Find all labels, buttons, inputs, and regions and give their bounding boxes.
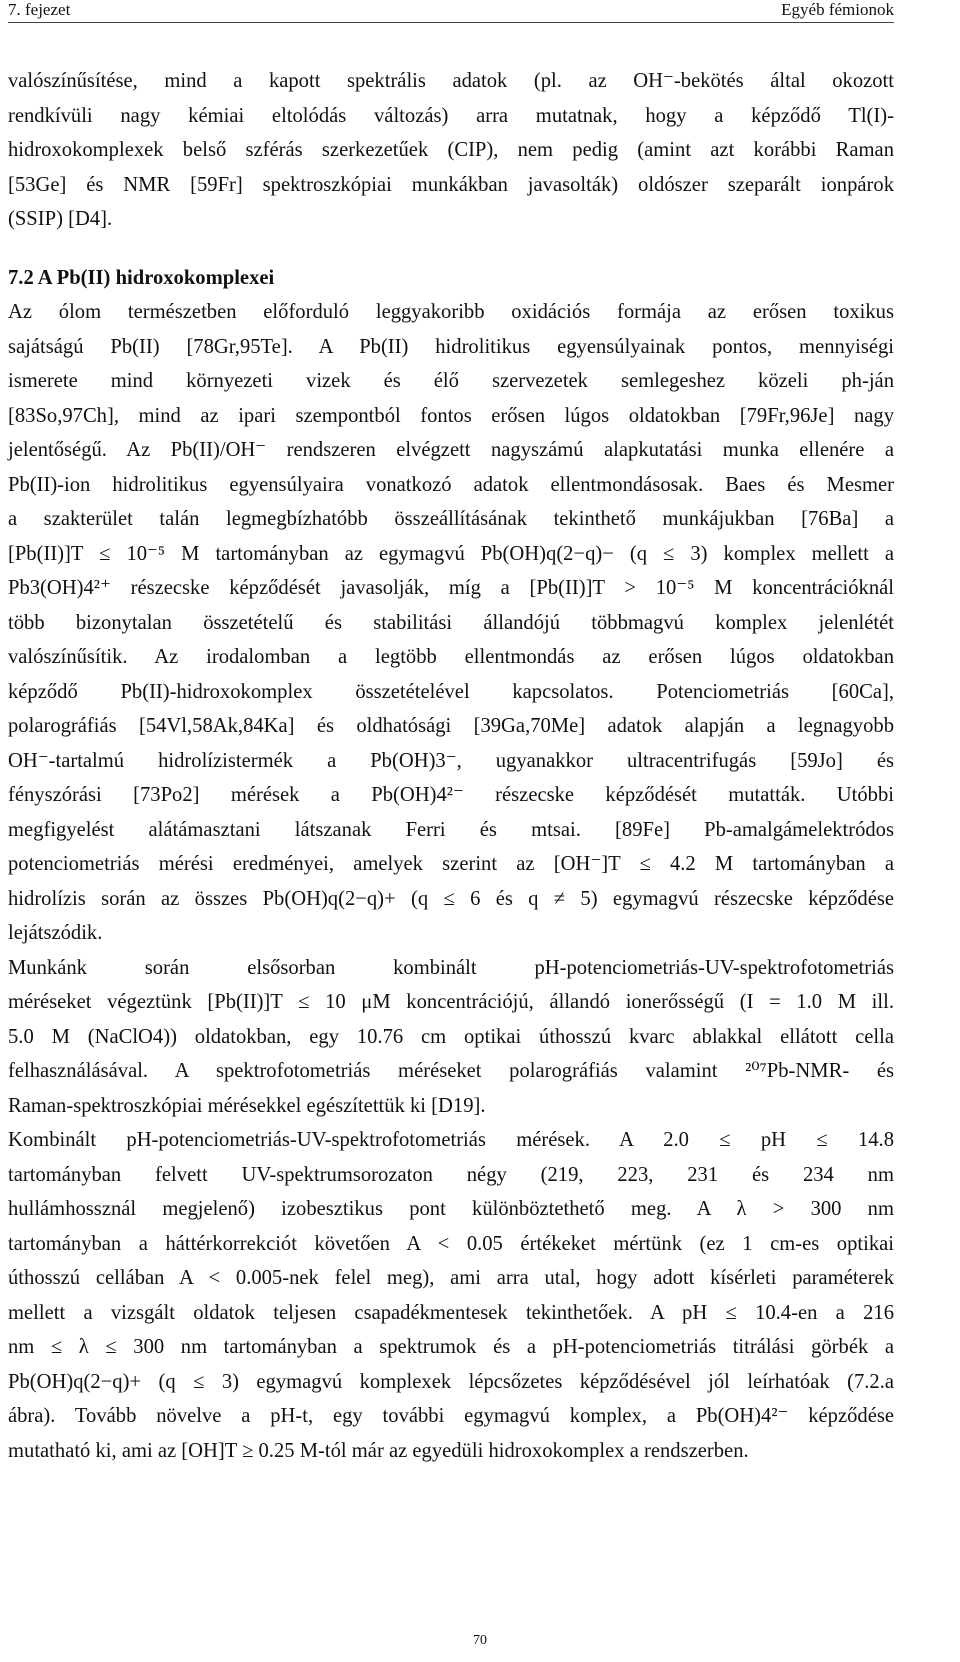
text-line: [53Ge] és NMR [59Fr] spektroszkópiai munkákban javasolták) oldószer szeparált ionpárok bbox=[8, 173, 894, 196]
text-line: megfigyelést alátámasztani látszanak Ferri és mtsai. [89Fe] Pb-amalgámelektródos bbox=[8, 818, 894, 841]
text-line: úthosszú cellában A < 0.005-nek felel meg), ami arra utal, hogy adott kísérleti paraméterek bbox=[8, 1267, 894, 1289]
paragraph-1 bbox=[8, 64, 894, 237]
text-line: Kombinált pH-potenciometriás-UV-spektrofotometriás mérések. A 2.0 ≤ pH ≤ 14.8 bbox=[8, 1129, 894, 1151]
text-line: fényszórási [73Po2] mérések a Pb(OH)4²⁻ részecske képződését mutatták. Utóbbi bbox=[8, 784, 894, 806]
text-line: a szakterület talán legmegbízhatóbb összeállításának tekinthető munkájukban [76Ba] a bbox=[8, 508, 894, 530]
text-line: nm ≤ λ ≤ 300 nm tartományban a spektrumok és a pH-potenciometriás titrálási görbék a bbox=[8, 1336, 894, 1358]
paragraph-2 bbox=[8, 295, 894, 951]
text-line: sajátságú Pb(II) [78Gr,95Te]. A Pb(II) hidrolitikus egyensúlyainak pontos, mennyiségi bbox=[8, 335, 894, 358]
text-line: Pb(OH)q(2−q)+ (q ≤ 3) egymagvú komplexek lépcsőzetes képződésével jól leírhatóak (7.2.a bbox=[8, 1370, 894, 1393]
text-line: Pb3(OH)4²⁺ részecske képződését javasolják, míg a [Pb(II)]T > 10⁻⁵ M koncentrációknál bbox=[8, 577, 894, 599]
text-line: Raman-spektroszkópiai mérésekkel egészítettük ki [D19]. bbox=[8, 1094, 486, 1117]
text-line: OH⁻-tartalmú hidrolízistermék a Pb(OH)3⁻, ugyanakkor ultracentrifugás [59Jo] és bbox=[8, 749, 894, 772]
text-line: tartományban felvett UV-spektrumsorozaton négy (219, 223, 231 és 234 nm bbox=[8, 1163, 894, 1186]
paragraph-4 bbox=[8, 1123, 894, 1468]
text-line: 5.0 M (NaClO4)) oldatokban, egy 10.76 cm optikai úthosszú kvarc ablakkal ellátott cella bbox=[8, 1025, 894, 1048]
text-line: ismerete mind környezeti vizek és élő szervezetek semlegeshez közeli ph-ján bbox=[8, 370, 894, 392]
text-line: [Pb(II)]T ≤ 10⁻⁵ M tartományban az egymagvú Pb(OH)q(2−q)− (q ≤ 3) komplex mellett a bbox=[8, 542, 894, 565]
page-number: 70 bbox=[473, 1633, 487, 1648]
text-line: hidroxokomplexek belső szférás szerkezetűek (CIP), nem pedig (amint azt korábbi Raman bbox=[8, 139, 894, 161]
text-line: potenciometriás mérési eredményei, amelyek szerint az [OH⁻]T ≤ 4.2 M tartományban a bbox=[8, 853, 894, 875]
topic-label: Egyéb fémionok bbox=[781, 0, 894, 19]
text-line: (SSIP) [D4]. bbox=[8, 208, 113, 230]
paragraph-3 bbox=[8, 951, 894, 1124]
text-line: polarográfiás [54Vl,58Ak,84Ka] és oldhatósági [39Ga,70Me] adatok alapján a legnagyobb bbox=[8, 715, 894, 737]
text-line: tartományban a háttérkorrekciót követően A < 0.05 értékeket mértünk (ez 1 cm-es optikai bbox=[8, 1232, 894, 1255]
text-line: [83So,97Ch], mind az ipari szempontból fontos erősen lúgos oldatokban [79Fr,96Je] nagy bbox=[8, 404, 894, 427]
section-heading: 7.2 A Pb(II) hidroxokomplexei bbox=[8, 266, 275, 289]
text-line: valószínűsítése, mind a kapott spektrális adatok (pl. az OH⁻-bekötés által okozott bbox=[8, 70, 894, 92]
text-line: mellett a vizsgált oldatok teljesen csapadékmentesek tekinthetőek. A pH ≤ 10.4-en a 216 bbox=[8, 1301, 894, 1324]
chapter-label: 7. fejezet bbox=[8, 0, 71, 19]
text-line: hullámhossznál megjelenő) izobesztikus pont különböztethető meg. A λ > 300 nm bbox=[8, 1198, 894, 1220]
text-line: Munkánk során elsősorban kombinált pH-potenciometriás-UV-spektrofotometriás bbox=[8, 956, 894, 979]
text-line: rendkívüli nagy kémiai eltolódás változás) arra mutatnak, hogy a képződő Tl(I)- bbox=[8, 104, 894, 127]
text-line: méréseket végeztünk [Pb(II)]T ≤ 10 μM koncentrációjú, állandó ionerősségű (I = 1.0 M ill. bbox=[8, 991, 894, 1013]
text-line: több bizonytalan összetételű és stabilitási állandójú többmagvú komplex jelenlétét bbox=[8, 611, 894, 634]
text-line: hidrolízis során az összes Pb(OH)q(2−q)+ (q ≤ 6 és q ≠ 5) egymagvú részecske képződése bbox=[8, 887, 894, 910]
page-header bbox=[8, 0, 894, 23]
text-line: ábra). Tovább növelve a pH-t, egy további egymagvú komplex, a Pb(OH)4²⁻ képződése bbox=[8, 1405, 894, 1427]
page-body bbox=[8, 64, 894, 1468]
text-line: jelentőségű. Az Pb(II)/OH⁻ rendszeren elvégzett nagyszámú alapkutatási munka ellenére a bbox=[8, 439, 894, 461]
text-line: Pb(II)-ion hidrolitikus egyensúlyaira vonatkozó adatok ellentmondásosak. Baes és Mesmer bbox=[8, 473, 894, 496]
text-line: képződő Pb(II)-hidroxokomplex összetételével kapcsolatos. Potenciometriás [60Ca], bbox=[8, 680, 894, 703]
text-line: Az ólom természetben előforduló leggyakoribb oxidációs formája az erősen toxikus bbox=[8, 301, 894, 323]
text-line: valószínűsítik. Az irodalomban a legtöbb ellentmondás az erősen lúgos oldatokban bbox=[8, 646, 894, 668]
text-line: mutatható ki, ami az [OH]T ≥ 0.25 M-tól már az egyedüli hidroxokomplex a rendszerben. bbox=[8, 1439, 749, 1462]
text-line: felhasználásával. A spektrofotometriás méréseket polarográfiás valamint ²⁰⁷Pb-NMR- és bbox=[8, 1060, 894, 1082]
text-line: lejátszódik. bbox=[8, 922, 103, 944]
